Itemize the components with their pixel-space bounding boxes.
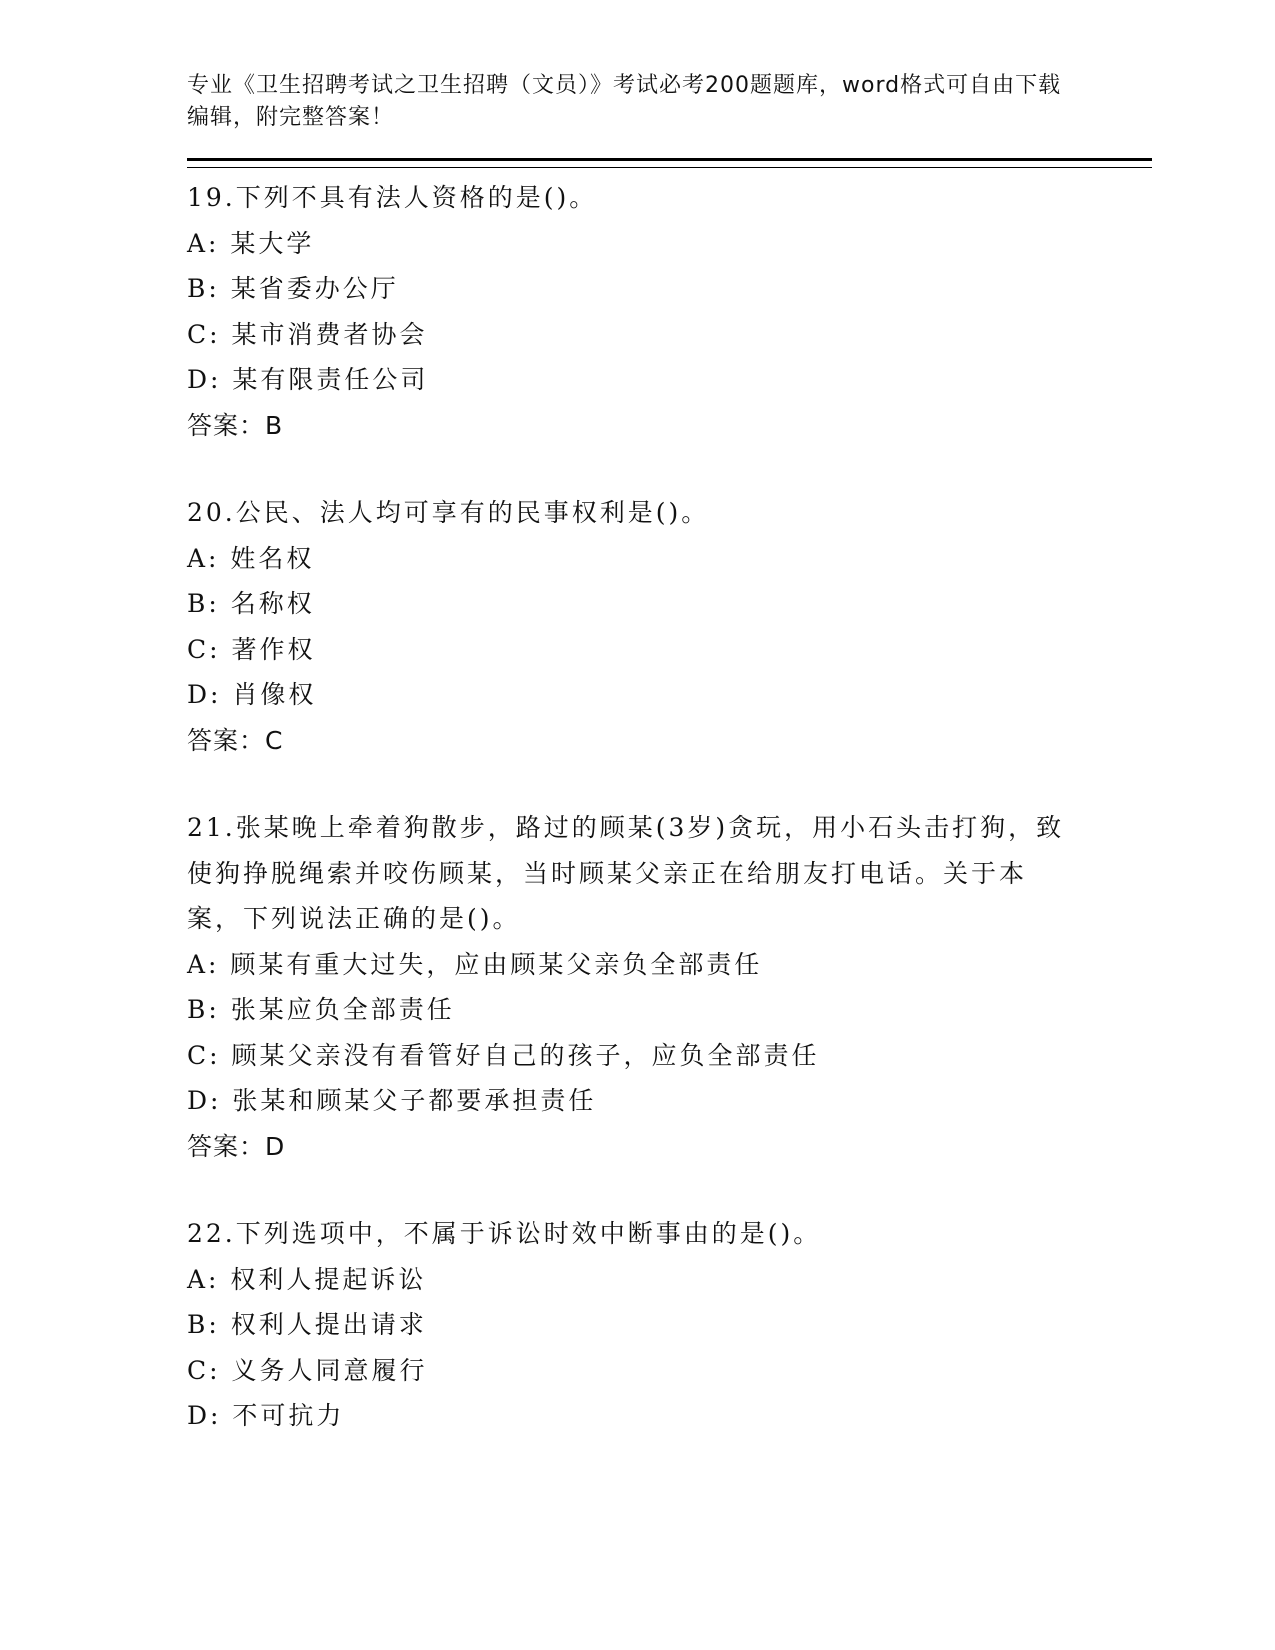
answer: 答案：C	[187, 725, 284, 755]
answer: 答案：B	[187, 410, 284, 440]
spacer	[187, 448, 1152, 490]
option-b: B: 权利人提出请求	[187, 1310, 427, 1339]
header-divider	[187, 158, 1152, 168]
option-d: D: 某有限责任公司	[187, 365, 429, 394]
spacer	[187, 763, 1152, 805]
option-b: B: 某省委办公厅	[187, 274, 399, 303]
question-22	[187, 1211, 1152, 1439]
question-text: 21.张某晚上牵着狗散步，路过的顾某(3岁)贪玩，用小石头击打狗，致使狗挣脱绳索并咬伤顾某，当时顾某父亲正在给朋友打电话。关于本案，下列说法正确的是()。	[187, 813, 1065, 933]
option-a: A: 姓名权	[187, 543, 315, 573]
option-b: B: 名称权	[187, 589, 315, 618]
question-text: 22.下列选项中，不属于诉讼时效中断事由的是()。	[187, 1219, 822, 1248]
option-a: A: 某大学	[187, 228, 315, 258]
option-d: D: 不可抗力	[187, 1401, 345, 1430]
option-b: B: 张某应负全部责任	[187, 995, 455, 1024]
option-a: A: 顾某有重大过失，应由顾某父亲负全部责任	[187, 949, 763, 979]
document-page	[187, 70, 1152, 1439]
question-text: 20.公民、法人均可享有的民事权利是()。	[187, 498, 710, 527]
answer: 答案：D	[187, 1131, 286, 1161]
option-c: C: 著作权	[187, 634, 316, 664]
option-c: C: 义务人同意履行	[187, 1355, 428, 1385]
question-20	[187, 490, 1152, 763]
option-c: C: 某市消费者协会	[187, 319, 428, 349]
document-header: 专业《卫生招聘考试之卫生招聘（文员）》考试必考200题题库，word格式可自由下载编辑，附完整答案！	[187, 73, 1062, 130]
option-a: A: 权利人提起诉讼	[187, 1264, 427, 1294]
question-19	[187, 175, 1152, 448]
spacer	[187, 1169, 1152, 1211]
option-d: D: 张某和顾某父子都要承担责任	[187, 1086, 597, 1115]
question-21	[187, 805, 1152, 1169]
option-d: D: 肖像权	[187, 680, 317, 709]
option-c: C: 顾某父亲没有看管好自己的孩子，应负全部责任	[187, 1040, 820, 1070]
question-text: 19.下列不具有法人资格的是()。	[187, 183, 598, 212]
